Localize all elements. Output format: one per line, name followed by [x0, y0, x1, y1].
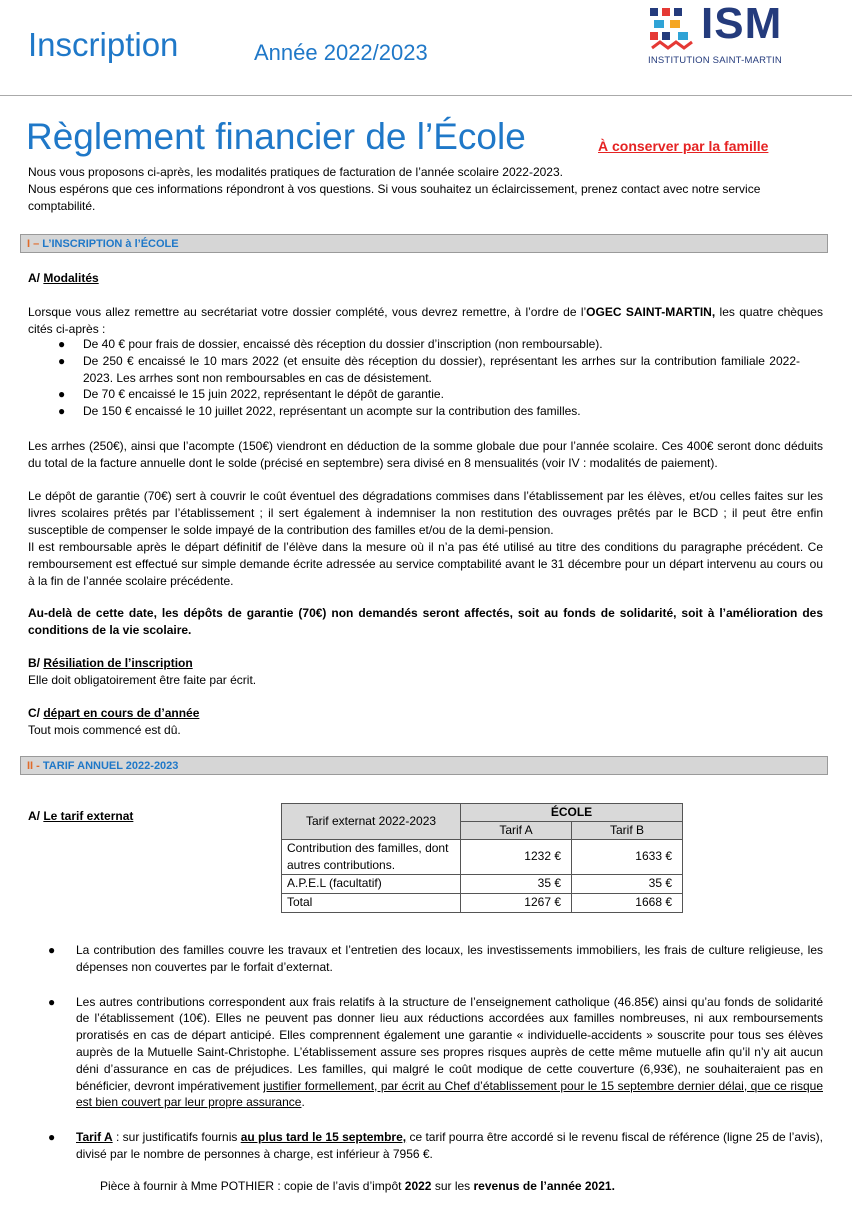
section-1-bar [20, 234, 828, 253]
row-label: A.P.E.L (facultatif) [282, 874, 461, 893]
note-end: . [301, 1095, 305, 1110]
list-item: ● De 40 € pour frais de dossier, encaissé dès réception du dossier d’inscription (non remboursable). [58, 337, 603, 351]
cell-tarif-a: 1232 € [461, 839, 572, 874]
tarif-table [281, 803, 683, 913]
cheque-3: De 70 € encaissé le 15 juin 2022, représentant le dépôt de garantie. [83, 387, 444, 402]
main-title: Règlement financier de l’École [26, 116, 526, 157]
cell-tarif-a: 35 € [461, 874, 572, 893]
logo-mark-icon [648, 6, 698, 54]
modalites-heading [28, 270, 99, 287]
tarif-a-label: Tarif A [76, 1130, 113, 1145]
tarif-a-text-2: ce tarif pourra être accordé si le revenu fiscal de référence (ligne 25 de l’avis), divisé par le nombre de personnes à charge, est inférieur à 7956 €. [76, 1130, 823, 1161]
header-title: Inscription [28, 26, 179, 63]
para-remboursement: Il est remboursable après le départ définitif de l’élève dans la mesure où il n’a pas été utilisé au titre des conditions du paragraphe précédent. Ce remboursement est effectué sur simple demande écrite adressée au service comptabilité avant le 31 décembre pour un départ intervenu au cours ou à la fin de l’année scolaire précédente. [28, 540, 823, 588]
ogec-name: OGEC SAINT-MARTIN, [586, 305, 716, 319]
table-row [282, 839, 683, 874]
cheque-4: De 150 € encaissé le 10 juillet 2022, représentant un acompte sur la contribution des familles. [83, 404, 581, 419]
piece-mid: sur les [431, 1179, 474, 1193]
header-year: Année 2022/2023 [254, 40, 428, 65]
list-item: ● De 70 € encaissé le 15 juin 2022, représentant le dépôt de garantie. [58, 387, 444, 402]
logo-subtitle: INSTITUTION SAINT-MARTIN [648, 55, 782, 66]
tarif-heading [28, 808, 133, 825]
keep-notice: À conserver par la famille [598, 138, 769, 154]
cheque-2: De 250 € encaissé le 10 mars 2022 (et ensuite dès réception du dossier), représentant les arrhes sur la contribution familiale 2022-2023. Les arrhes sont non remboursables en cas de désistement. [83, 353, 800, 385]
intro-line-1: Nous vous proposons ci-après, les modalités pratiques de facturation de l’année scolaire 2022-2023. [28, 165, 563, 179]
row-label: Total [282, 893, 461, 912]
para-arrhes: Les arrhes (250€), ainsi que l’acompte (150€) viendront en déduction de la somme globale due pour l’année scolaire. Ces 400€ seront donc déduits du total de la facture annuelle dont le solde (précisé en septembre) sera divisé en 8 mensualités (voir IV : modalités de paiement). [28, 439, 823, 470]
resiliation-heading [28, 655, 193, 672]
modalites-intro-before: Lorsque vous allez remettre au secrétariat votre dossier complété, vous devrez remettre, à l’ordre de l’ [28, 305, 587, 319]
para-au-dela: Au-delà de cette date, les dépôts de garantie (70€) non demandés seront affectés, soit au fonds de solidarité, soit à l’amélioration des conditions de la vie scolaire. [28, 606, 823, 637]
modalites-intro [28, 304, 823, 338]
tarif-label: A/ [28, 809, 40, 823]
section-2-bar [20, 756, 828, 775]
tarif-title: Le tarif externat [43, 809, 134, 823]
modalites-label: A/ [28, 271, 40, 285]
depart-label: C/ [28, 706, 40, 720]
resiliation-text: Elle doit obligatoirement être faite par écrit. [28, 673, 257, 687]
header-divider [0, 95, 852, 96]
tarif-a-deadline: au plus tard le 15 septembre, [240, 1130, 407, 1145]
list-item: ● La contribution des familles couvre les travaux et l’entretien des locaux, les investissements immobiliers, les frais de culture religieuse, les dépenses non couvertes par le forfait d’externat. [48, 943, 823, 974]
piece-before: Pièce à fournir à Mme POTHIER : copie de l’avis d’impôt [100, 1179, 405, 1193]
table-corner: Tarif externat 2022-2023 [282, 804, 461, 840]
intro [28, 164, 823, 214]
section-2-title: TARIF ANNUEL 2022-2023 [42, 760, 179, 772]
piece-a-fournir [100, 1178, 615, 1195]
resiliation-label: B/ [28, 656, 40, 670]
ism-logo [648, 0, 808, 70]
cheque-1: De 40 € pour frais de dossier, encaissé dès réception du dossier d’inscription (non remboursable). [83, 337, 603, 351]
list-item: ● Tarif A : sur justificatifs fournis au plus tard le 15 septembre, ce tarif pourra être accordé si le revenu fiscal de référence (ligne 25 de l’avis), divisé par le nombre de personnes à charge, est inférieur à 7956 €. [48, 1130, 823, 1161]
list-item: ● De 150 € encaissé le 10 juillet 2022, représentant un acompte sur la contribution des familles. [58, 404, 581, 419]
depart-text: Tout mois commencé est dû. [28, 723, 181, 737]
depart-title: départ en cours de d’année [43, 706, 200, 720]
cell-tarif-b: 35 € [572, 874, 683, 893]
cheques-list [28, 336, 800, 420]
cell-tarif-b: 1633 € [572, 839, 683, 874]
table-group-header: ÉCOLE [461, 804, 683, 822]
list-item: ● Les autres contributions correspondent aux frais relatifs à la structure de l’enseignement catholique (46.85€) ainsi qu’au fonds de solidarité de l’établissement (10€). Elles ne peuvent pas donner lieu aux réductions accordées aux familles nombreuses, ni aux remboursements proratisés en cas de départ anticipé. Elles comprennent également une garantie « individuelle-accidents » souscrite pour tous ses élèves auprès de la Mutuelle Saint-Christophe. L’établissement assure ses propres risques auprès de cette même mutuelle afin qu’il n’y ait aucun déni d’assurance en cas de préjudices. Les familles, qui malgré le coût modique de cette couverture (6,93€), ne souhaiteraient pas en bénéficier, devront impérativement justifier formellement, par écrit au Chef d’établissement pour le 15 septembre dernier délai, que ce risque est bien couvert par leur propre assurance. [48, 994, 823, 1110]
depart-heading [28, 705, 199, 722]
table-row [282, 874, 683, 893]
logo-text: ISM [701, 0, 783, 48]
col-header-a: Tarif A [461, 821, 572, 839]
notes-list [28, 942, 823, 1181]
section-1-title: L’INSCRIPTION à l’ÉCOLE [42, 238, 179, 250]
piece-year: 2022 [404, 1179, 432, 1193]
cell-tarif-b: 1668 € [572, 893, 683, 912]
modalites-intro-after: les quatre chèques cités ci-après : [28, 305, 823, 336]
piece-revenus: revenus de l’année 2021. [473, 1179, 615, 1193]
section-1-number: I – [27, 238, 40, 250]
modalites-title: Modalités [43, 271, 99, 285]
resiliation-title: Résiliation de l’inscription [43, 656, 193, 670]
table-row [282, 893, 683, 912]
cell-tarif-a: 1267 € [461, 893, 572, 912]
section-2-number: II - [27, 760, 40, 772]
row-label: Contribution des familles, dont autres contributions. [282, 839, 461, 874]
col-header-b: Tarif B [572, 821, 683, 839]
tarif-a-text-1: : sur justificatifs fournis [112, 1130, 241, 1145]
note-justifier: justifier formellement, par écrit au Chef d’établissement pour le 15 septembre dernier délai, que ce risque est bien couvert par leur propre assurance [76, 1078, 823, 1110]
list-item: ● De 250 € encaissé le 10 mars 2022 (et ensuite dès réception du dossier), représentant les arrhes sur la contribution familiale 2022-2023. Les arrhes sont non remboursables en cas de désistement. [58, 353, 800, 385]
note-contribution: La contribution des familles couvre les travaux et l’entretien des locaux, les investissements immobiliers, les frais de culture religieuse, les dépenses non couvertes par le forfait d’externat. [76, 943, 823, 974]
para-depot: Le dépôt de garantie (70€) sert à couvrir le coût éventuel des dégradations commises dans l’établissement par les élèves, et/ou celles faites sur les livres scolaires prêtés par l’établissement ; il sert également à indemniser la non restitution des ouvrages prêtés par le BCD ; il peut être enfin susceptible de compenser le solde impayé de la contribution des familles et/ou de la demi-pension. [28, 489, 823, 537]
note-autres-contributions: Les autres contributions correspondent aux frais relatifs à la structure de l’enseignement catholique (46.85€) ainsi qu’au fonds de solidarité de l’établissement (10€). Elles ne peuvent pas donner lieu aux réductions accordées aux familles nombreuses, ni aux remboursements proratisés en cas de départ anticipé. Elles comprennent également une garantie « individuelle-accidents » souscrite pour tous ses élèves auprès de la Mutuelle Saint-Christophe. L’établissement assure ses propres risques auprès de cette même mutuelle afin qu’il n’y ait aucun déni d’assurance en cas de préjudices. Les familles, qui malgré le coût modique de cette couverture (6,93€), ne souhaiteraient pas en bénéficier, devront impérativement [76, 994, 823, 1093]
intro-line-2: Nous espérons que ces informations répondront à vos questions. Si vous souhaitez un éclaircissement, prenez contact avec notre service comptabilité. [28, 181, 761, 213]
